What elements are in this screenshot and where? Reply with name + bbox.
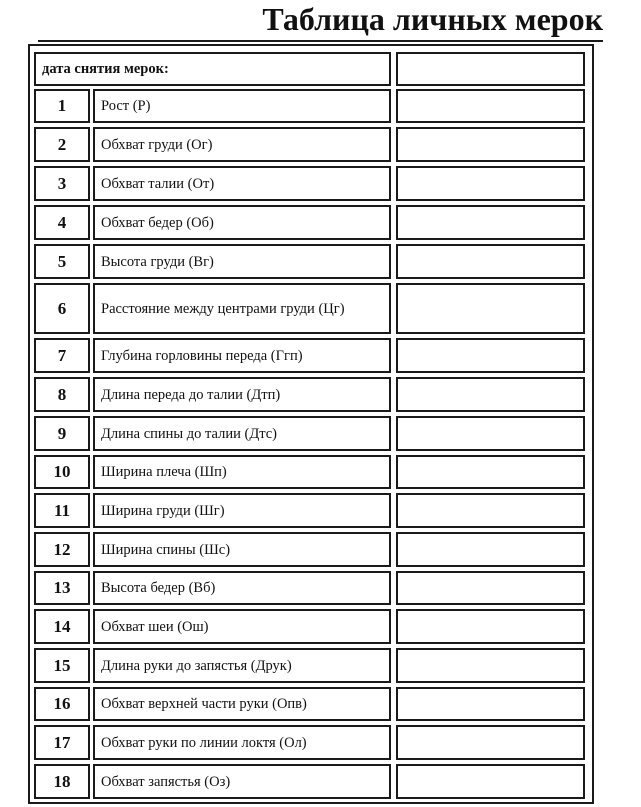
measurement-label: Высота бедер (Вб) [93, 571, 391, 605]
measurement-label: Обхват запястья (Оз) [93, 764, 391, 799]
page-title: Таблица личных мерок [262, 1, 603, 37]
row-number: 3 [34, 166, 90, 201]
title-underline [38, 40, 603, 42]
measurement-label: Обхват верхней части руки (Опв) [93, 687, 391, 721]
measurement-value-cell[interactable] [396, 338, 585, 373]
row-number: 5 [34, 244, 90, 279]
row-number: 9 [34, 416, 90, 451]
row-number: 1 [34, 89, 90, 123]
row-number: 14 [34, 609, 90, 644]
date-label-cell: дата снятия мерок: [34, 52, 391, 86]
measurement-value-cell[interactable] [396, 205, 585, 240]
measurement-label: Обхват шеи (Ош) [93, 609, 391, 644]
measurement-value-cell[interactable] [396, 532, 585, 567]
measurement-label: Длина руки до запястья (Друк) [93, 648, 391, 683]
measurement-value-cell[interactable] [396, 493, 585, 528]
row-number: 10 [34, 455, 90, 489]
measurement-value-cell[interactable] [396, 725, 585, 760]
measurement-label: Длина переда до талии (Дтп) [93, 377, 391, 412]
row-number: 2 [34, 127, 90, 162]
measurement-label: Расстояние между центрами груди (Цг) [93, 283, 391, 334]
row-number: 7 [34, 338, 90, 373]
measurement-value-cell[interactable] [396, 127, 585, 162]
measurement-label: Длина спины до талии (Дтс) [93, 416, 391, 451]
measurement-label: Высота груди (Вг) [93, 244, 391, 279]
measurement-label: Рост (Р) [93, 89, 391, 123]
measurement-value-cell[interactable] [396, 764, 585, 799]
measurement-value-cell[interactable] [396, 687, 585, 721]
measurement-value-cell[interactable] [396, 377, 585, 412]
measurement-value-cell[interactable] [396, 416, 585, 451]
row-number: 17 [34, 725, 90, 760]
measurement-label: Обхват руки по линии локтя (Ол) [93, 725, 391, 760]
row-number: 4 [34, 205, 90, 240]
measurement-value-cell[interactable] [396, 244, 585, 279]
measurement-label: Обхват талии (От) [93, 166, 391, 201]
row-number: 16 [34, 687, 90, 721]
measurement-label: Глубина горловины переда (Ггп) [93, 338, 391, 373]
row-number: 12 [34, 532, 90, 567]
measurement-label: Ширина груди (Шг) [93, 493, 391, 528]
measurement-value-cell[interactable] [396, 89, 585, 123]
row-number: 15 [34, 648, 90, 683]
row-number: 6 [34, 283, 90, 334]
measurement-value-cell[interactable] [396, 455, 585, 489]
row-number: 8 [34, 377, 90, 412]
measurement-value-cell[interactable] [396, 283, 585, 334]
measurement-label: Ширина спины (Шс) [93, 532, 391, 567]
date-value-cell[interactable] [396, 52, 585, 86]
measurement-label: Ширина плеча (Шп) [93, 455, 391, 489]
row-number: 13 [34, 571, 90, 605]
measurement-label: Обхват груди (Ог) [93, 127, 391, 162]
measurement-value-cell[interactable] [396, 609, 585, 644]
measurement-value-cell[interactable] [396, 648, 585, 683]
measurement-value-cell[interactable] [396, 571, 585, 605]
measurement-label: Обхват бедер (Об) [93, 205, 391, 240]
row-number: 11 [34, 493, 90, 528]
row-number: 18 [34, 764, 90, 799]
measurement-value-cell[interactable] [396, 166, 585, 201]
